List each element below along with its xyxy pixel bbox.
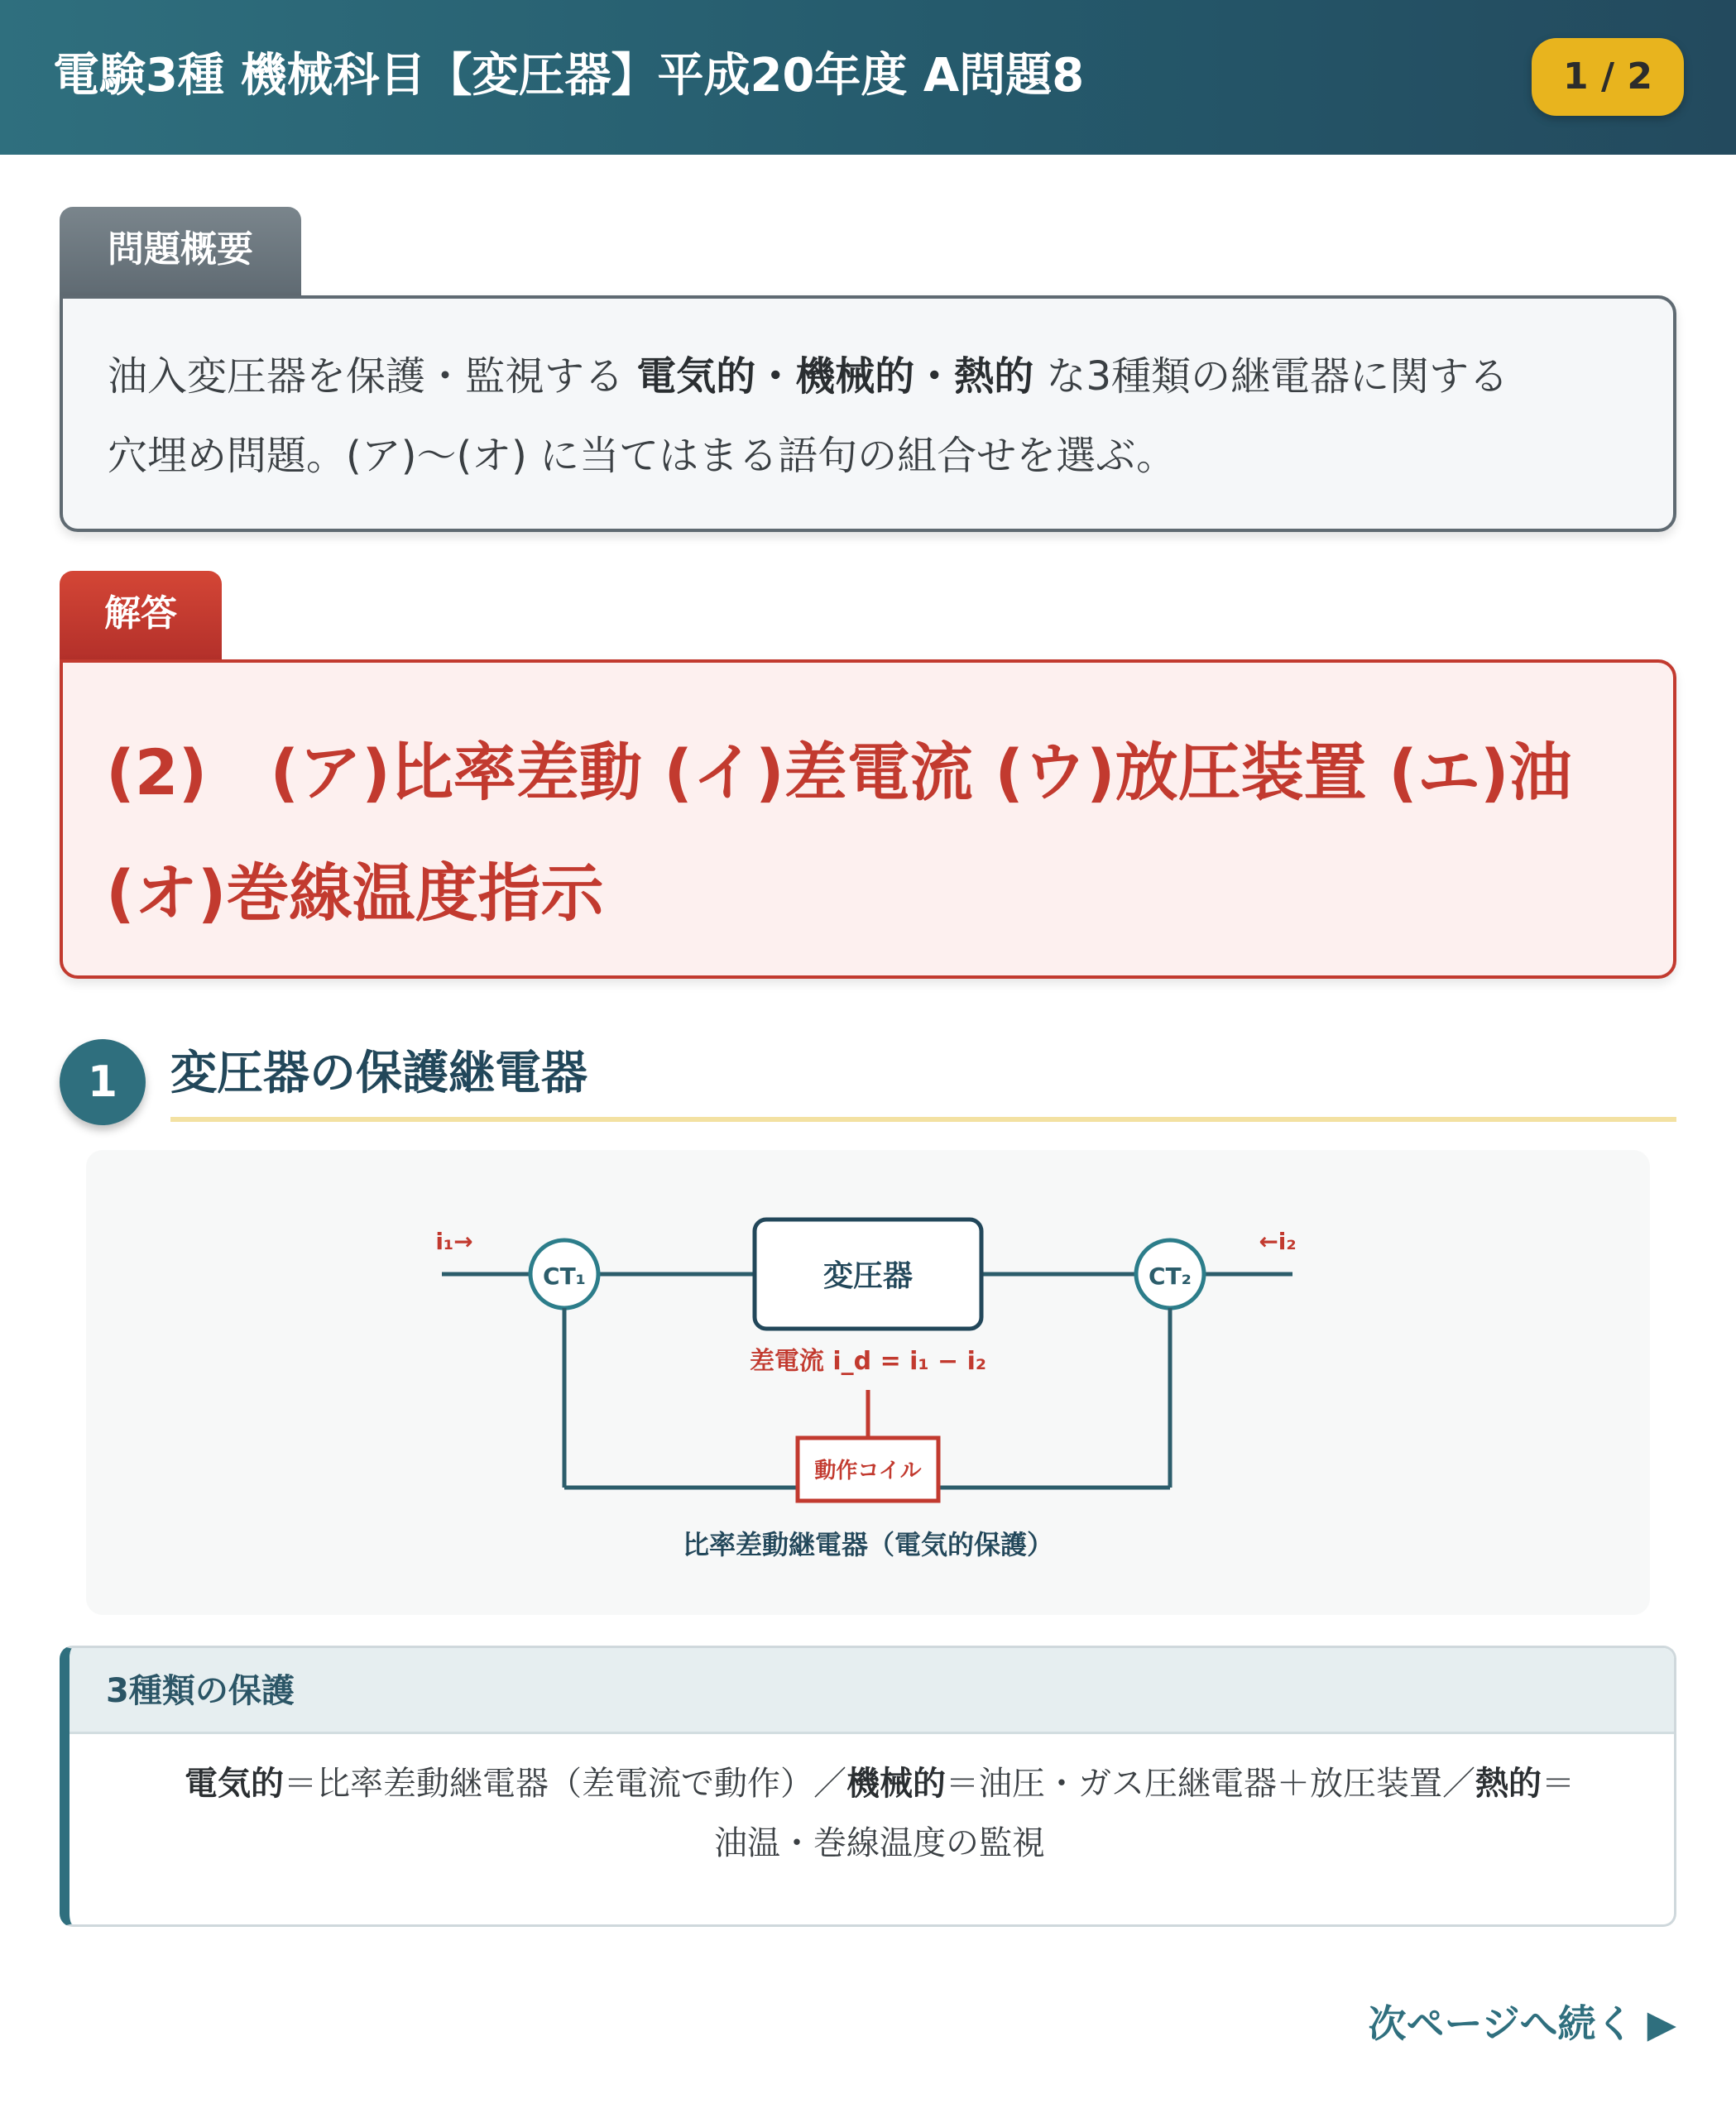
next-page-link[interactable]: 次ページへ続く ▶ xyxy=(1368,2001,1676,2046)
section-number-badge: 1 xyxy=(60,1039,146,1125)
note-thermal-detail: 油温・巻線温度の監視 xyxy=(714,1824,1045,1862)
note-heading: 3種類の保護 xyxy=(106,1672,295,1710)
i1-arrow-label: i₁→ xyxy=(435,1228,473,1255)
page-indicator-badge: 1 / 2 xyxy=(1532,38,1684,116)
answer-text xyxy=(106,712,1662,954)
answer-box xyxy=(60,659,1676,979)
operating-coil-label: 動作コイル xyxy=(814,1459,922,1483)
diff-current-label: 差電流 i_d = i₁ − i₂ xyxy=(749,1347,987,1376)
i2-arrow-label: ←i₂ xyxy=(1259,1228,1297,1255)
note-electrical-text: ＝比率差動継電器（差電流で動作）／ xyxy=(284,1765,846,1803)
answer-line2: (オ)巻線温度指示 xyxy=(106,856,604,930)
overview-line1-bold: 電気的・機械的・熱的 xyxy=(636,353,1034,400)
overview-line2: 穴埋め問題。(ア)〜(オ) に当てはまる語句の組合せを選ぶ。 xyxy=(108,433,1177,479)
overview-text xyxy=(108,337,1647,496)
overview-tab-label: 問題概要 xyxy=(60,207,301,296)
header-bar xyxy=(0,0,1736,155)
overview-line1-prefix: 油入変圧器を保護・監視する xyxy=(108,353,637,400)
note-thermal-label: 熱的 xyxy=(1475,1765,1542,1803)
note-body xyxy=(106,1754,1653,1873)
section-divider xyxy=(170,1117,1676,1122)
ct1-label: CT₁ xyxy=(543,1263,586,1290)
protection-types-note xyxy=(60,1646,1676,1927)
relay-diagram-panel xyxy=(86,1150,1650,1615)
overview-line1-suffix: な3種類の継電器に関する xyxy=(1033,353,1509,400)
note-mechanical-text: ＝油圧・ガス圧継電器＋放圧装置／ xyxy=(946,1765,1475,1803)
transformer-label: 変圧器 xyxy=(822,1259,914,1293)
note-mechanical-label: 機械的 xyxy=(846,1765,946,1803)
answer-tab-label: 解答 xyxy=(60,571,222,660)
ct2-label: CT₂ xyxy=(1149,1263,1192,1290)
note-thermal-text: ＝ xyxy=(1542,1765,1575,1803)
page-title: 電験3種 機械科目【変圧器】平成20年度 A問題8 xyxy=(53,49,1085,103)
section-title: 変圧器の保護継電器 xyxy=(170,1047,587,1100)
relay-diagram xyxy=(86,1150,1650,1615)
answer-line1: (2) (ア)比率差動 (イ)差電流 (ウ)放圧装置 (エ)油 xyxy=(106,736,1572,809)
note-electrical-label: 電気的 xyxy=(185,1765,284,1803)
diagram-caption: 比率差動継電器（電気的保護） xyxy=(682,1529,1054,1560)
note-header xyxy=(70,1648,1674,1734)
overview-box xyxy=(60,295,1676,532)
